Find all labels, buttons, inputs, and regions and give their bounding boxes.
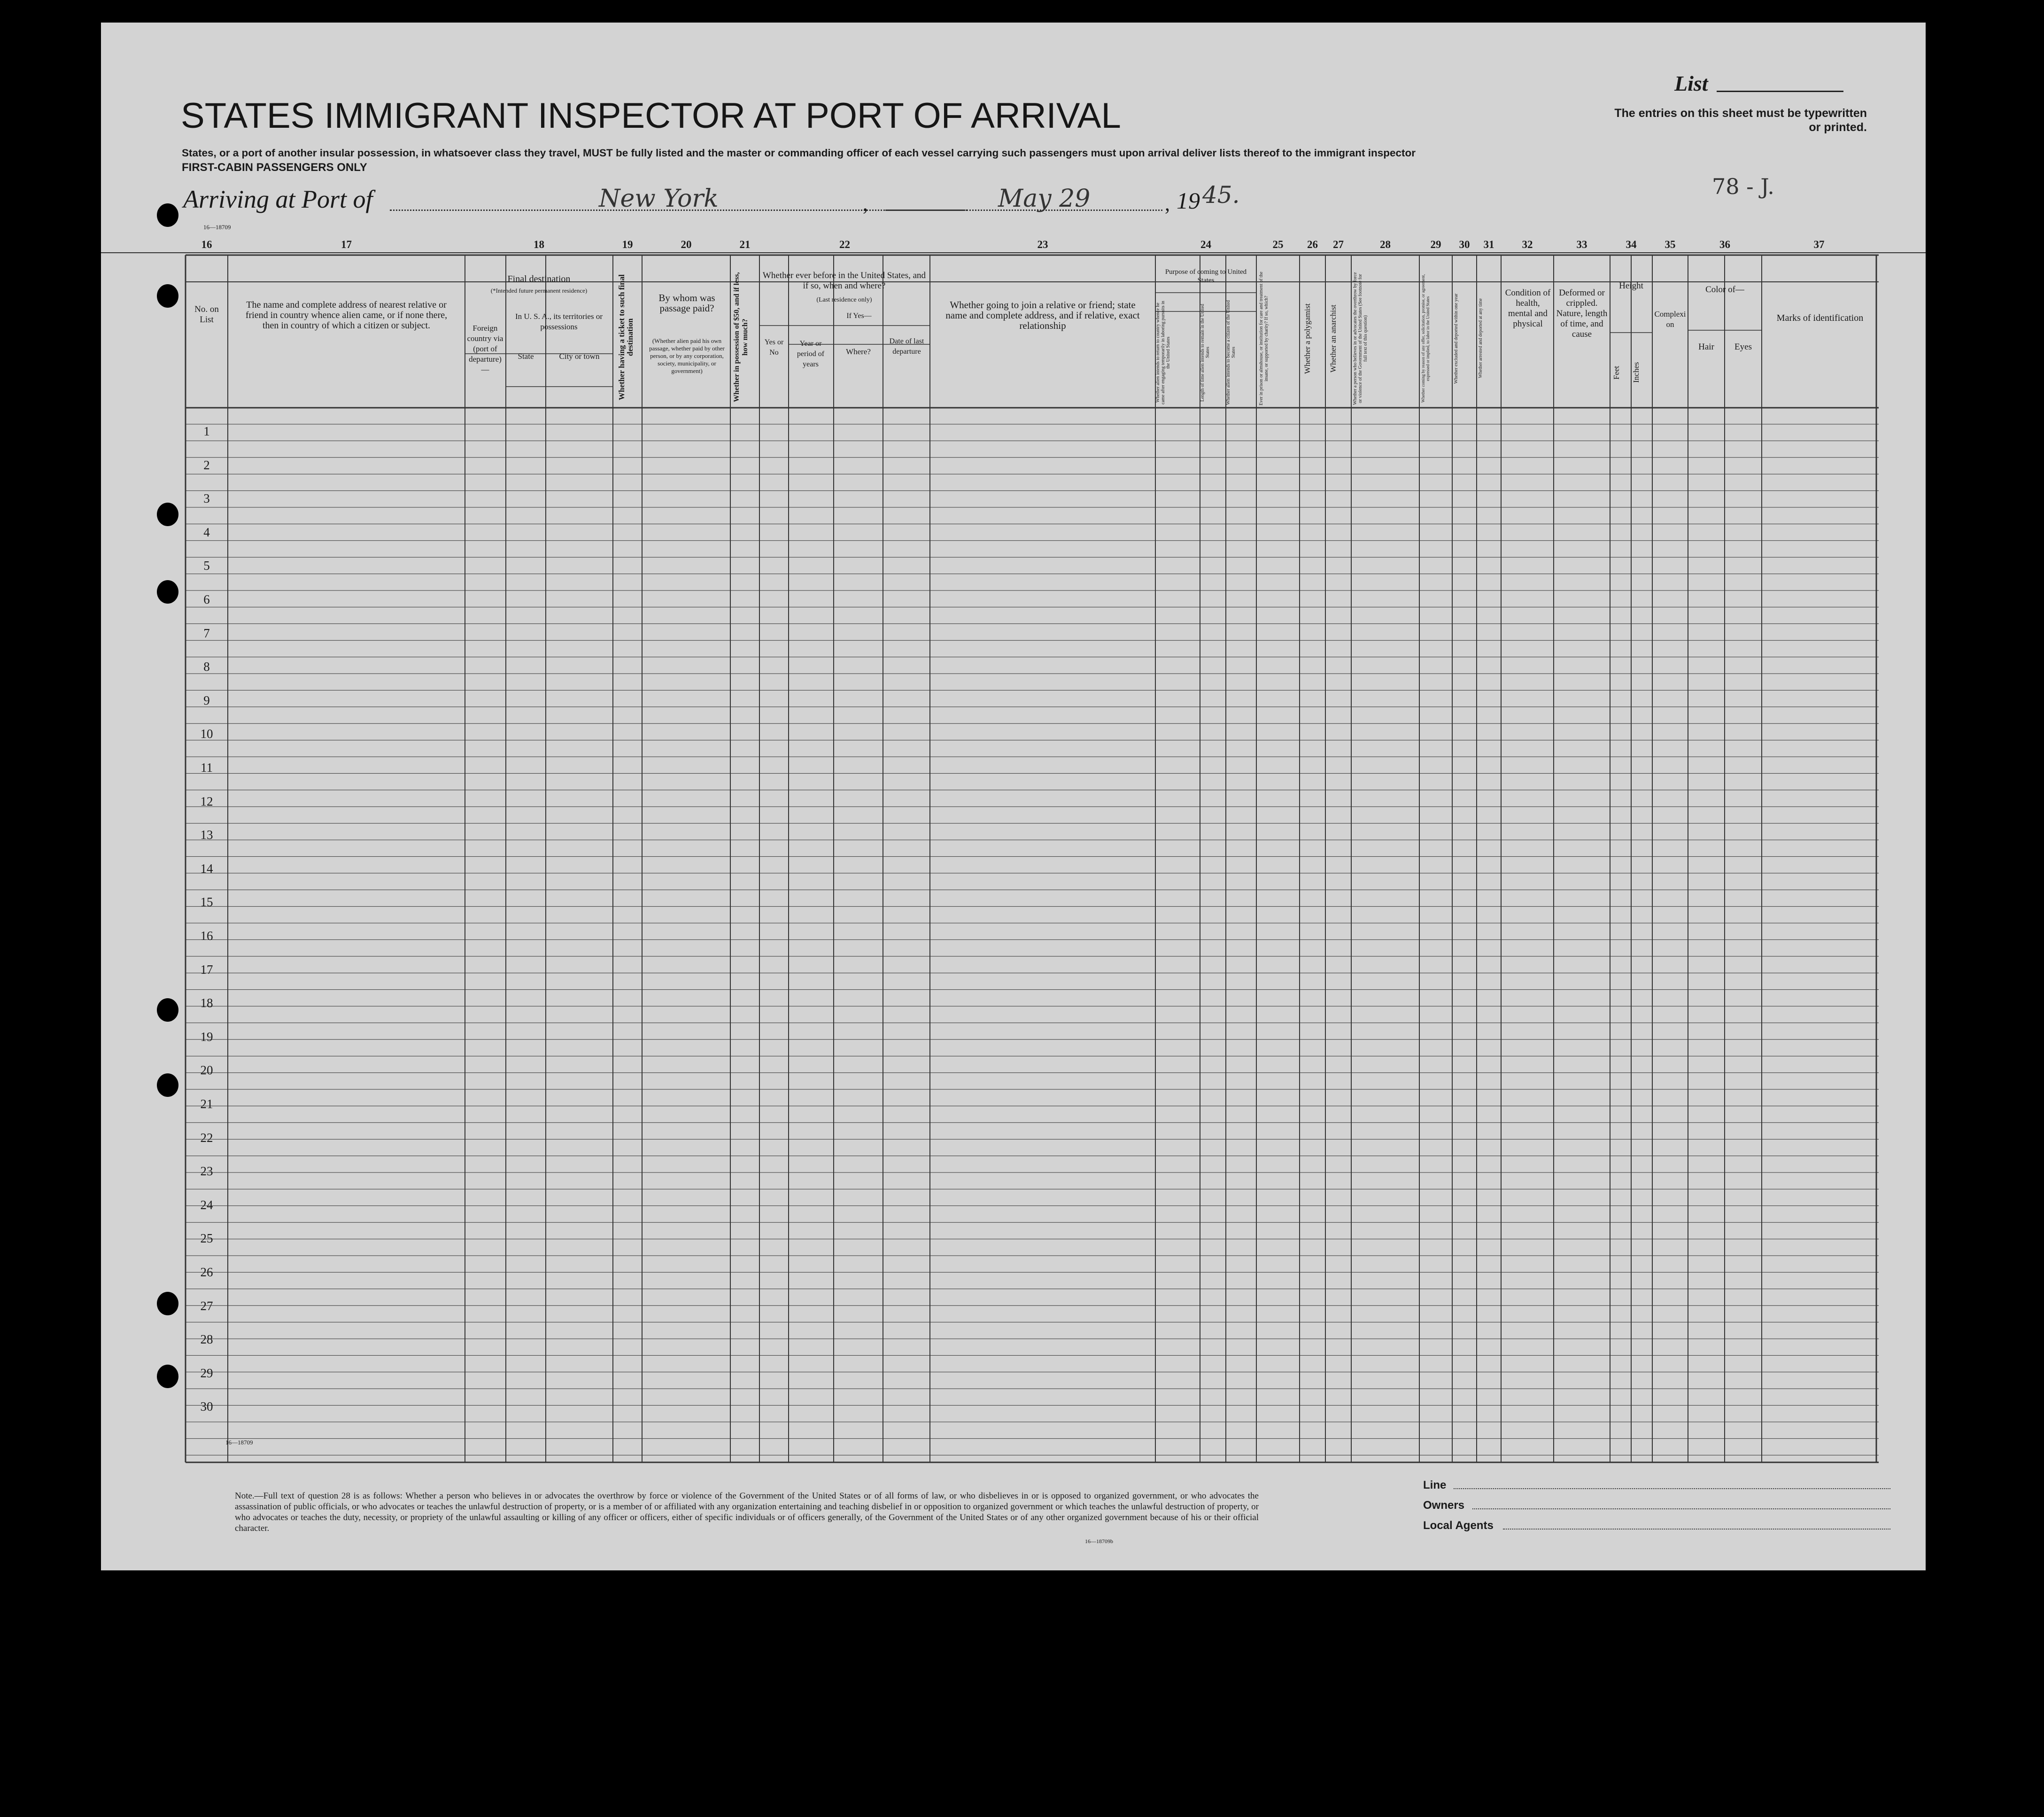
header-intends-return: Whether alien intends to return to country whence he came after engaging temporarily in laboring pursuits in the United States [1155, 301, 1171, 404]
col-num-29: 29 [1430, 239, 1441, 250]
col-num-37: 37 [1813, 239, 1825, 250]
col-num-23: 23 [1037, 239, 1048, 250]
header-hair: Hair [1698, 342, 1714, 352]
header-color-of: Color of— [1705, 285, 1744, 295]
header-by-whom-paid: By whom was passage paid? [658, 292, 715, 314]
header-q28: Whether a person who believes in or advocates the overthrow by force or violence of the Government of the United States (See footnote for full text of this question) [1353, 272, 1368, 405]
header-state: State [518, 352, 534, 361]
col-num-22: 22 [839, 239, 850, 250]
list-number-handwritten: 78 - J. [1712, 174, 1774, 199]
row-number: 20 [200, 1063, 213, 1078]
agents-field [1503, 1529, 1890, 1530]
arriving-label: Arriving at Port of [183, 185, 373, 213]
form-number-bottom: 16—18709 [225, 1439, 253, 1446]
col-num-27: 27 [1333, 239, 1344, 250]
binder-hole-1 [157, 203, 178, 227]
row-number: 4 [203, 525, 210, 539]
header-in-usa: In U. S. A., its territories or possessions [515, 312, 603, 331]
header-city-town: City or town [559, 352, 600, 361]
header-complexion: Complexion [1654, 310, 1686, 329]
header-marks-identification: Marks of identification [1776, 313, 1864, 323]
header-yes-no: Yes or No [764, 338, 784, 357]
row-number: 7 [203, 626, 210, 640]
col-num-35: 35 [1665, 239, 1676, 250]
col-num-17: 17 [341, 239, 352, 250]
col-num-30: 30 [1459, 239, 1470, 250]
line-label: Line [1423, 1479, 1447, 1491]
header-polygamist: Whether a polygamist [1303, 303, 1312, 374]
col-num-19: 19 [622, 239, 633, 250]
row-number: 17 [200, 962, 213, 977]
comma-1: , [863, 192, 868, 215]
row-number: 10 [200, 727, 213, 741]
comma-2: , [1165, 192, 1170, 215]
list-label: List [1674, 71, 1708, 95]
header-ticket: Whether having a ticket to such final destination [617, 274, 635, 400]
row-number: 14 [200, 861, 213, 876]
header-inches: Inches [1632, 362, 1641, 383]
row-number: 16 [200, 929, 213, 943]
col-num-16: 16 [201, 239, 212, 250]
row-number: 9 [203, 693, 210, 707]
year-handwritten: 45. [1202, 181, 1240, 209]
row-number: 18 [200, 996, 213, 1010]
header-by-whom-paid-sub: (Whether alien paid his own passage, whether paid by other person, or by any corporation, society, municipality, or government) [649, 337, 725, 374]
col-num-20: 20 [681, 239, 692, 250]
header-ever-before-in-us: Whether ever before in the United States, and if so, when and where? [762, 271, 926, 291]
port-handwritten: New York [599, 185, 719, 213]
row-number: 15 [200, 895, 213, 909]
row-number: 30 [200, 1399, 213, 1414]
year-prefix: 19 [1177, 187, 1200, 214]
header-date-last-departure: Date of last departure [889, 337, 924, 356]
header-eyes: Eyes [1734, 342, 1752, 352]
row-number: 24 [200, 1197, 213, 1212]
header-deformed: Deformed or crippled. Nature, length of time, and cause [1556, 288, 1608, 339]
header-intends-citizen: Whether alien intends to become a citizen of the United States [1226, 300, 1236, 405]
row-number: 19 [200, 1029, 213, 1044]
row-number: 8 [203, 660, 210, 674]
header-anarchist: Whether an anarchist [1329, 304, 1338, 373]
row-number: 13 [200, 828, 213, 842]
binder-hole-3 [157, 503, 178, 526]
header-length-of-stay: Length of time alien intends to remain in the United States [1200, 303, 1210, 402]
header-ever-before-sub: (Last residence only) [816, 296, 872, 303]
header-final-destination-sub: (*Intended future permanent residence) [490, 287, 588, 294]
header-no-on-list: No. on List [194, 304, 219, 325]
binder-hole-7 [157, 1292, 178, 1315]
binder-hole-4 [157, 580, 178, 604]
row-number: 22 [200, 1130, 213, 1145]
row-number: 3 [203, 491, 210, 506]
entries-note: The entries on this sheet must be typewritten or printed. [1614, 107, 1867, 134]
col-num-32: 32 [1522, 239, 1533, 250]
agents-label: Local Agents [1423, 1519, 1494, 1532]
col-num-26: 26 [1307, 239, 1318, 250]
page-title: STATES IMMIGRANT INSPECTOR AT PORT OF ARRIVAL [181, 96, 1121, 136]
binder-hole-8 [157, 1365, 178, 1388]
header-offer-labor: Whether coming by reason of any offer, solicitation, promise, or agreement, expressed or implied, to labor in the United States [1421, 274, 1430, 403]
line-field [1454, 1488, 1890, 1489]
header-year-period: Year or period of years [797, 340, 825, 368]
subtitle-line-1: States, or a port of another insular possession, in whatsoever class they travel, MUST be fully listed and the master or commanding officer of each vessel carrying such passengers must upon arrival deliver lists thereof to the immigrant inspector [182, 147, 1416, 159]
col-num-31: 31 [1483, 239, 1494, 250]
binder-hole-6 [157, 1073, 178, 1097]
col-num-33: 33 [1576, 239, 1587, 250]
subtitle-line-2: FIRST-CABIN PASSENGERS ONLY [182, 161, 367, 174]
col-num-24: 24 [1200, 239, 1211, 250]
row-number: 25 [200, 1231, 213, 1246]
question-28-note: Note.—Full text of question 28 is as follows: Whether a person who believes in or advocates the overthrow by force or violence of the Government of the United States or of all forms of law, or who disbelieves in or is opposed to organized government, or who advocates the assassination of public officials, or who advocates or teaches the unlawful destruction of property, or is a member of or affiliated with any organization entertaining and teaching disbelief in or opposition to organized government or which teaches the unlawful destruction of property, or who advocates or teaches the duty, necessity, or propriety of the unlawful assaulting or killing of any officer or officers, either of specific individuals or of officers generally, of the Government of the United States or of any other organized government because of his or their official character. [235, 1491, 1259, 1533]
col-num-28: 28 [1380, 239, 1391, 250]
row-number: 27 [200, 1298, 213, 1313]
header-purpose: Purpose of coming to United States [1165, 268, 1247, 284]
manifest-grid [101, 229, 1926, 1465]
col-num-34: 34 [1626, 239, 1637, 250]
row-number: 21 [200, 1097, 213, 1111]
header-final-destination: Final destination [507, 274, 571, 284]
list-number-line [1717, 91, 1843, 92]
binder-hole-2 [157, 284, 178, 308]
header-feet: Feet [1612, 365, 1621, 380]
header-prison: Ever in prison or almshouse, or institution for care and treatment of the insane, or supported by charity? If so, which? [1259, 272, 1269, 405]
row-number: 28 [200, 1332, 213, 1347]
row-number: 11 [201, 761, 213, 775]
header-height: Height [1619, 281, 1643, 291]
header-join-relative: Whether going to join a relative or friend; state name and complete address, and if relative, exact relationship [945, 299, 1140, 331]
row-number: 5 [203, 559, 210, 573]
row-number: 12 [200, 794, 213, 808]
col-num-25: 25 [1272, 239, 1284, 250]
form-number-footer: 16—18709b [1085, 1538, 1113, 1545]
row-number: 26 [200, 1265, 213, 1279]
row-number: 29 [200, 1366, 213, 1380]
date-handwritten: May 29 [998, 185, 1091, 213]
manifest-sheet [101, 23, 1926, 1570]
header-health: Condition of health, mental and physical [1505, 288, 1551, 329]
header-where: Where? [846, 347, 871, 356]
binder-hole-5 [157, 998, 178, 1022]
row-number: 1 [203, 424, 210, 438]
header-possession-50: Whether in possession of $50, and if less, how much? [733, 272, 749, 403]
row-number: 6 [203, 592, 210, 606]
header-if-yes: If Yes— [846, 312, 872, 320]
row-number: 2 [203, 458, 210, 472]
col-num-21: 21 [739, 239, 751, 250]
header-arrested-deported: Whether arrested and deported at any time [1478, 298, 1483, 379]
col-num-18: 18 [534, 239, 544, 250]
header-nearest-relative: The name and complete address of nearest relative or friend in country whence alien came, or if none there, then in country of which a citizen or subject. [245, 300, 448, 331]
header-foreign-country: Foreign country via (port of departure)— [467, 324, 503, 374]
header-excluded-deported: Whether excluded and deported within one year [1454, 293, 1459, 384]
row-number: 23 [200, 1164, 213, 1179]
col-num-36: 36 [1719, 239, 1730, 250]
owners-field [1472, 1508, 1890, 1509]
form-number-top: 16—18709 [203, 224, 231, 231]
owners-label: Owners [1423, 1499, 1465, 1512]
